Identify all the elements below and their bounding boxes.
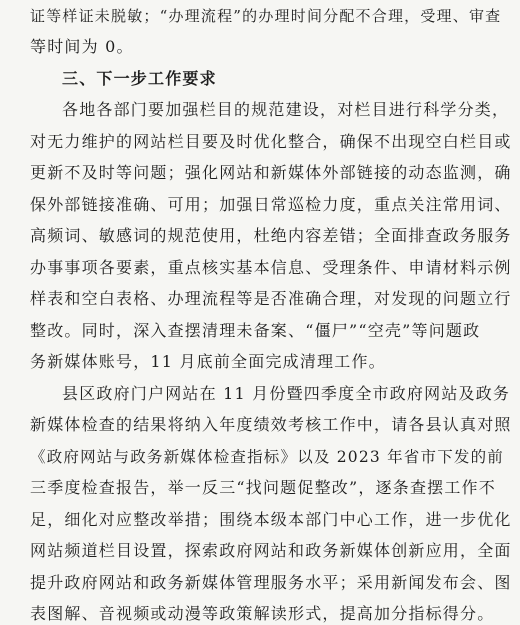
text-line: 样表和空白表格、办理流程等是否准确合理，对发现的问题立行 bbox=[30, 289, 512, 309]
text-line: 更新不及时等问题；强化网站和新媒体外部链接的动态监测，确 bbox=[30, 163, 512, 183]
text-line: 提升政府网站和政务新媒体管理服务水平；采用新闻发布会、图 bbox=[30, 572, 512, 592]
text-line: 务新媒体账号，11 月底前全面完成清理工作。 bbox=[30, 352, 386, 372]
text-line: 足，细化对应整改举措；围绕本级本部门中心工作，进一步优化 bbox=[30, 509, 512, 529]
text-line: 网站频道栏目设置，探索政府网站和政务新媒体创新应用，全面 bbox=[30, 541, 512, 561]
text-line: 三季度检查报告，举一反三“找问题促整改”，逐条查摆工作不 bbox=[30, 478, 496, 498]
text-line: 办事事项各要素，重点核实基本信息、受理条件、申请材料示例 bbox=[30, 257, 512, 277]
text-line: 等时间为 0。 bbox=[30, 37, 134, 57]
text-line: 县区政府门户网站在 11 月份暨四季度全市政府网站及政务 bbox=[62, 383, 511, 403]
text-line: 保外部链接准确、可用；加强日常巡检力度，重点关注常用词、 bbox=[30, 194, 512, 214]
text-line: 整改。同时，深入查摆清理未备案、“僵尸”“空壳”等问题政 bbox=[30, 320, 481, 340]
text-line: 表图解、音视频或动漫等政策解读形式，提高加分指标得分。 bbox=[30, 604, 495, 623]
text-line: 各地各部门要加强栏目的规范建设，对栏目进行科学分类， bbox=[62, 100, 510, 120]
text-line: 证等样证未脱敏；“办理流程”的办理时间分配不合理，受理、审查 bbox=[30, 7, 502, 25]
section-heading: 三、下一步工作要求 bbox=[62, 68, 217, 88]
text-line: 《政府网站与政务新媒体检查指标》以及 2023 年省市下发的前 bbox=[30, 447, 505, 466]
text-line: 新媒体检查的结果将纳入年度绩效考核工作中，请各县认真对照 bbox=[30, 415, 512, 435]
text-line: 高频词、敏感词的规范使用，杜绝内容差错；全面排查政务服务 bbox=[30, 226, 512, 246]
text-line: 对无力维护的网站栏目要及时优化整合，确保不出现空白栏目或 bbox=[30, 131, 512, 151]
